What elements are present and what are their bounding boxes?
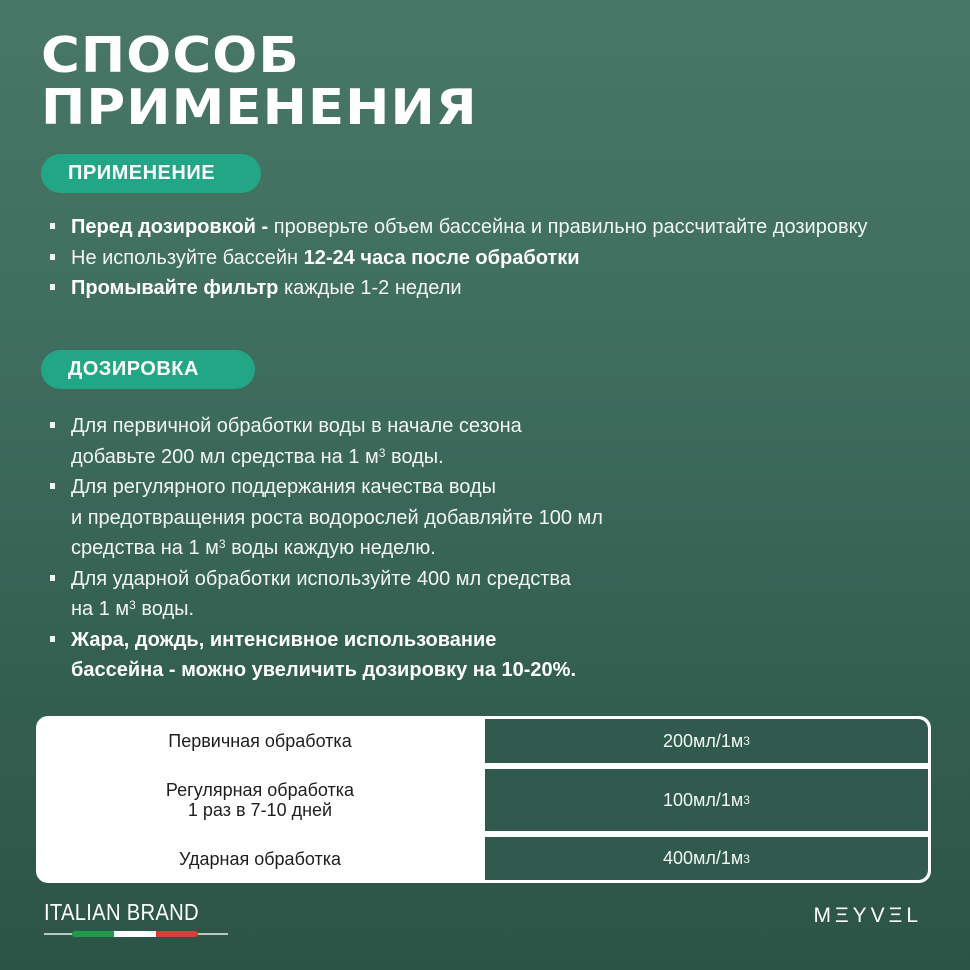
superscript: 3 [129,598,136,612]
flag-stripes [72,931,198,937]
item-text: Для первичной обработки воды в начале сезона [71,415,522,437]
table-row [36,716,931,766]
dosage-list [46,411,603,686]
item-text: Для ударной обработки используйте 400 мл средства [71,567,571,590]
table-cell-value: 100мл/1м 3 [485,769,928,831]
bold-text: Жара, дождь, интенсивное использование [71,628,497,651]
bold-text: 12-24 часа после обработки [303,246,580,269]
flag-red [156,931,198,937]
list-item [46,625,603,686]
list-item [46,273,868,304]
label-text: Первичная обработка [168,731,352,751]
bold-text: Промывайте фильтр [71,277,279,299]
italian-flag-icon [44,931,229,937]
item-text: Для регулярного поддержания качества воды [71,476,497,498]
table-cell-label [36,716,484,766]
value-text: 200мл/1м [663,730,744,751]
table-row [36,834,931,883]
item-text: воды каждую неделю. [225,537,436,559]
label-text: 1 раз в 7-10 дней [187,800,333,820]
table-cell-value: 200мл/1м 3 [485,719,928,763]
item-text: на 1 м [71,598,130,620]
value-text: 400мл/1м [663,848,744,868]
meyvel-logo: MΞYVΞL [813,904,922,927]
list-item [46,411,603,472]
page-title [41,27,478,136]
divider [198,933,228,935]
table-row [36,766,931,834]
value-text: 100мл/1м [663,789,744,810]
flag-white [114,931,156,937]
title-line-1: СПОСОБ [41,27,300,84]
list-item [46,212,868,243]
item-text: воды. [385,445,444,468]
list-item [46,564,603,625]
label-text: Регулярная обработка [165,780,355,800]
divider [44,933,72,935]
section-badge-application: ПРИМЕНЕНИЕ [41,154,261,193]
superscript: 3 [218,537,226,551]
item-text: и предотвращения роста водорослей добавляйте 100 мл [71,506,603,529]
title-line-2: ПРИМЕНЕНИЯ [41,79,478,136]
item-text: каждые 1-2 недели [278,277,462,299]
superscript: 3 [378,445,386,460]
bold-text: бассейна - можно увеличить дозировку на 10-20%. [71,659,577,681]
item-text: средства на 1 м [71,537,219,559]
list-item [46,243,868,274]
item-text: Не используйте бассейн [71,246,304,269]
item-text: воды. [135,598,195,620]
label-text: Ударная обработка [178,848,342,869]
table-cell-value: 400мл/1м 3 [485,837,928,880]
dosage-table [36,716,931,883]
table-cell-label [36,766,484,834]
item-text: добавьте 200 мл средства на 1 м [71,445,379,468]
italian-brand-text: ITALIAN BRAND [44,899,199,925]
italian-brand-badge [44,898,229,937]
table-cell-label [36,834,484,883]
section-badge-dosage: ДОЗИРОВКА [41,350,255,389]
flag-green [72,931,114,937]
list-item [46,472,603,564]
application-list [46,212,868,304]
bold-text: Перед дозировкой - [71,216,269,238]
item-text: проверьте объем бассейна и правильно рассчитайте дозировку [268,216,868,238]
